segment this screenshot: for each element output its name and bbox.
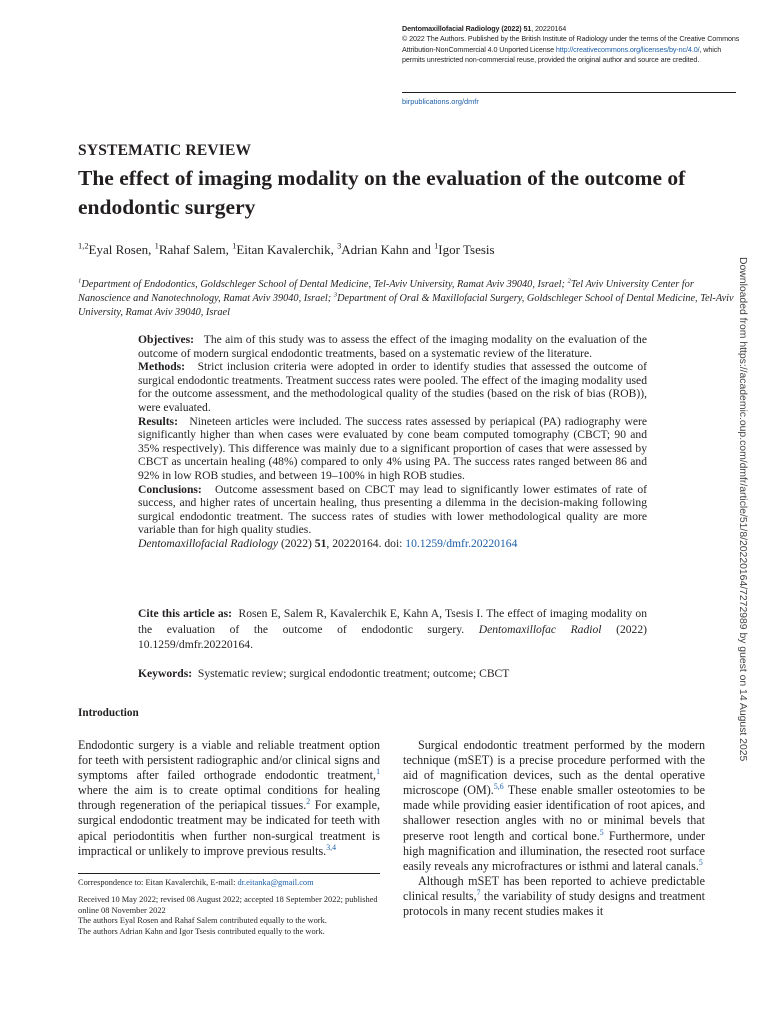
author-sup: 1 [232,240,237,251]
paragraph [78,738,380,859]
body-text: where the aim is to create optimal conditions for healing through regeneration of the periapical tissues. [78,783,380,813]
received-note: Received 10 May 2022; revised 08 August 2022; accepted 18 September 2022; published online 08 November 2022 [78,895,378,915]
methods-text: Strict inclusion criteria were adopted in order to identify studies that assessed the outcome of surgical endodontic treatments. Treatment success rates were pooled. The effect of the imaging modality used for the outcome assessment, and the methodological quality of the studies (based on the risk of bias (ROB)), were evaluated. [138,360,647,414]
article-title: The effect of imaging modality on the evaluation of the outcome of endodontic surgery [78,166,686,219]
affiliation-sup: 3 [333,291,338,299]
paragraph [403,738,705,874]
body-text: Surgical endodontic treatment performed by the modern technique (mSET) is a precise procedure performed with the aid of magnification devices, such as the dental operative microscope (OM). [403,738,705,798]
license-link[interactable]: http://creativecommons.org/licenses/by-nc/4.0/ [555,44,700,54]
keywords-text: Systematic review; surgical endodontic treatment; outcome; CBCT [197,667,510,680]
journal-header [402,24,742,66]
author-sup: 1 [434,240,439,251]
body-text: These enable smaller osteotomies to be made while providing easier identification of root apices, and shallower resection angles with no or minimal bevels that preserve root length and cortical bone. [403,783,705,843]
journal-citation-line [402,24,742,34]
body-column-right [403,738,705,919]
abstract-methods [138,360,647,414]
keywords-label: Keywords: [138,667,193,680]
paragraph [403,874,705,919]
download-watermark: Downloaded from https://academic.oup.com/dmfr/article/51/8/20220164/7272989 by guest on 14 August 2025 [737,257,748,762]
email-link[interactable]: dr.eitanka@gmail.com [237,878,314,887]
methods-label: Methods: [138,360,186,374]
license-line-2: Commons Attribution-NonCommercial 4.0 Unported License [402,34,740,54]
body-text: Although mSET has been reported to achieve predictable clinical results, [403,873,705,903]
journal-volume: 51 [523,24,532,33]
results-text: Nineteen articles were included. The success rates assessed by periapical (PA) radiography were significantly higher than when cases were evaluated by cone beam computed tomography (CBCT; 90 and 35% respectively). This difference was mainly due to a significant proportion of cases that were assessed by CBCT as uncertain healing (48%) compared to only 4% using PA. The success rates ranged between 86 and 92% in low ROB studies, and between 19–100% in high ROB studies. [138,414,647,482]
affiliation-sup: 1 [78,277,82,285]
cite-this-article [138,606,647,653]
cite-journal: Dentomaxillofac Radiol [478,622,602,636]
author-name: Adrian Kahn and [341,242,435,257]
abstract-year: (2022) [278,536,315,550]
reference-link[interactable]: 1 [376,767,380,777]
reference-link[interactable]: 5,6 [493,782,504,792]
equal-contribution-note: The authors Eyal Rosen and Rahaf Salem contributed equally to the work. [78,916,327,925]
abstract-id: , 20220164. doi: [326,536,406,550]
author-name: Eyal Rosen, [88,242,155,257]
reference-link[interactable]: 2 [306,797,311,807]
body-text: the variability of study designs and treatment protocols in many recent studies makes it [403,888,705,919]
cite-tail: (2022) 10.1259/dmfr.20220164. [138,622,648,651]
keywords [138,667,647,680]
objectives-text: The aim of this study was to assess the effect of the imaging modality on the evaluation of the outcome of modern surgical endodontic treatments, based on a systematic review of the literature. [138,333,647,360]
journal-name: Dentomaxillofacial Radiology (2022) [402,24,522,33]
footnote-divider [78,873,380,874]
reference-link[interactable]: 7 [476,887,481,897]
conclusions-text: Outcome assessment based on CBCT may lead to significantly lower estimates of rate of success, and higher rates of uncertain healing, thus presenting a dilemma in the decision-making following surgical endodontic treatment. The success rates of studies with lower methodological quality are more variable than for high quality studies. [138,482,647,537]
abstract-volume: 51 [314,536,327,550]
affiliation-text: Tel Aviv University Center for Nanoscience and Nanotechnology, Ramat Aviv 39040, Israel; [78,279,694,305]
abstract-conclusions [138,483,647,537]
reference-link[interactable]: 5 [599,827,604,837]
abstract-journal: Dentomaxillofacial Radiology [138,536,279,550]
author-sup: 1,2 [78,240,89,251]
cite-label: Cite this article as: [138,607,233,620]
affiliation-sup: 2 [567,277,571,285]
correspondence-text: Correspondence to: Eitan Kavalerchik, E-mail: [78,878,238,887]
header-divider [402,92,736,93]
results-label: Results: [138,414,178,428]
conclusions-label: Conclusions: [138,482,202,496]
abstract-results [138,415,647,483]
license-line-3: , which permits unrestricted non-commercial reuse, provided the original author and source are credited. [402,44,722,65]
author-name: Eitan Kavalerchik, [236,242,338,257]
affiliation-text: Department of Endodontics, Goldschleger School of Dental Medicine, Tel-Aviv University, Ramat Aviv 39040, Israel; [81,279,568,290]
license-line-1: © 2022 The Authors. Published by the British Institute of Radiology under the terms of the Creative [402,34,706,44]
affiliations [78,278,738,321]
cite-text: Rosen E, Salem R, Kavalerchik E, Kahn A, Tsesis I. The effect of imaging modality on the evaluation of the outcome of endodontic surgery. [138,607,647,636]
section-label: SYSTEMATIC REVIEW [78,142,252,159]
license-text [402,34,742,65]
author-name: Rahaf Salem, [158,242,233,257]
body-text: For example, surgical endodontic treatment may be indicated for teeth with apical periodontitis when further non-surgical treatment is impractical or unlikely to improve previous results. [78,798,380,858]
equal-contribution-note: The authors Adrian Kahn and Igor Tsesis contributed equally to the work. [78,927,325,936]
site-url-link[interactable]: birpublications.org/dmfr [402,97,479,106]
body-text: Furthermore, under high magnification and illumination, the resected root surface easily reveals any microfractures or isthmi and lateral canals. [403,828,705,873]
objectives-label: Objectives: [138,333,195,346]
reference-link[interactable]: 5 [698,857,703,867]
abstract-objectives [138,333,647,360]
author-list [78,242,495,258]
body-column-left [78,738,380,859]
introduction-heading: Introduction [78,707,139,719]
author-sup: 1 [154,240,159,251]
doi-link[interactable]: 10.1259/dmfr.20220164 [405,536,518,550]
author-sup: 3 [337,240,342,251]
abstract [138,333,647,551]
reference-link[interactable]: 3,4 [326,842,337,852]
affiliation-text: Department of Oral & Maxillofacial Surgery, Goldschleger School of Dental Medicine, Tel-Aviv University, Ramat Aviv 39040, Israel [78,293,734,319]
journal-article-id: , 20220164 [531,24,567,33]
abstract-citation [138,537,647,551]
correspondence-note [78,877,380,888]
body-text: Endodontic surgery is a viable and reliable treatment option for teeth with persistent radiographic and/or clinical signs and symptoms after failed orthograde endodontic treatment, [78,738,380,783]
author-name: Igor Tsesis [438,242,495,257]
